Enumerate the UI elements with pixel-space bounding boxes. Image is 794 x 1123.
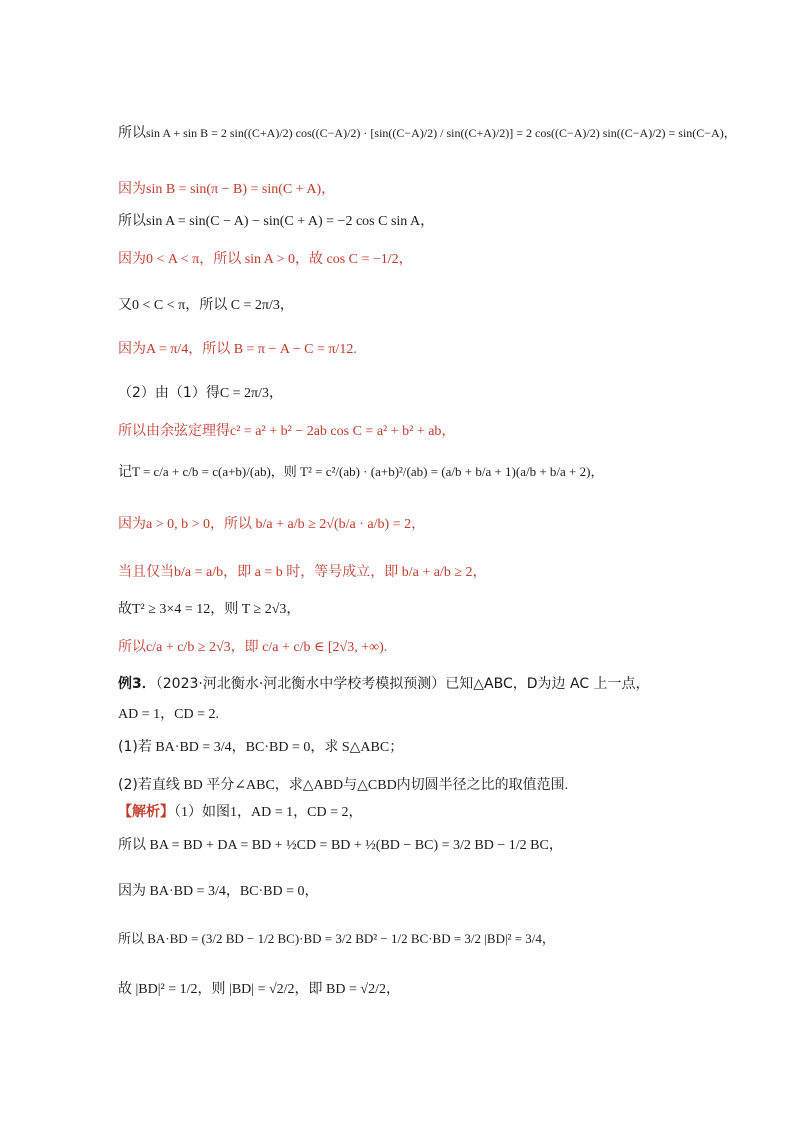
- line-label: （2）由（1）得: [118, 385, 220, 401]
- line-8: [118, 424, 455, 439]
- example-title: 例3．: [118, 676, 156, 692]
- question-number: (2): [118, 777, 138, 793]
- solution-text: 因为 BA·BD = 3/4，BC·BD = 0，: [118, 884, 319, 899]
- math-expression: sin A = sin(C − A) − sin(C + A) = −2 cos C sin A，: [146, 214, 435, 229]
- math-expression: 0 < A < π，所以 sin A > 0，故 cos C = −1/2，: [146, 252, 413, 267]
- line-label: 因为: [118, 516, 146, 532]
- line-label: 因为: [118, 181, 146, 197]
- line-label: 所以: [118, 639, 146, 655]
- math-expression: a > 0, b > 0，所以 b/a + a/b ≥ 2√(b/a · a/b) = 2，: [146, 517, 426, 532]
- line-4: [118, 252, 413, 267]
- line-3: [118, 214, 434, 229]
- line-6: [118, 342, 357, 357]
- solution-tag: 【解析】: [118, 804, 174, 820]
- line-11: [118, 565, 487, 580]
- math-expression: sin A + sin B = 2 sin((C+A)/2) cos((C−A)/2) · [sin((C−A)/2) / sin((C+A)/2)] = 2 cos((C−A)/2) sin((C−A)/2) = sin(C−A)，: [146, 126, 736, 140]
- example-heading: [118, 677, 650, 691]
- question-number: (1): [118, 739, 138, 755]
- line-13: [118, 640, 387, 655]
- line-label: 当且仅当: [118, 564, 174, 580]
- line-label: 因为: [118, 341, 146, 357]
- line-12: [118, 602, 300, 617]
- solution-text: 故 |BD|² = 1/2，则 |BD| = √2/2，即 BD = √2/2，: [118, 982, 400, 997]
- line-10: [118, 517, 425, 532]
- line-label: 又: [118, 297, 132, 313]
- example-source: （2023·河北衡水·河北衡水中学校考模拟预测）: [155, 676, 446, 692]
- solution-line-2: [118, 838, 563, 853]
- line-label: 所以: [118, 213, 146, 229]
- line-label: 所以由余弦定理得: [118, 423, 230, 439]
- solution-text: 所以 BA = BD + DA = BD + ½CD = BD + ½(BD − BC) = 3/2 BD − 1/2 BC，: [118, 838, 563, 853]
- solution-line-3: [118, 884, 319, 899]
- math-expression: 0 < C < π，所以 C = 2π/3，: [132, 298, 294, 313]
- math-expression: sin B = sin(π − B) = sin(C + A)，: [146, 182, 336, 197]
- example-given: [118, 707, 219, 722]
- math-expression: T² ≥ 3×4 = 12，则 T ≥ 2√3，: [132, 602, 301, 617]
- solution-text: 所以 BA·BD = (3/2 BD − 1/2 BC)·BD = 3/2 BD² − 1/2 BC·BD = 3/2 |BD|² = 3/4，: [118, 931, 555, 946]
- line-label: 所以: [118, 125, 146, 141]
- line-5: [118, 298, 294, 313]
- math-expression: c² = a² + b² − 2ab cos C = a² + b² + ab，: [230, 424, 456, 439]
- line-9: [118, 465, 603, 479]
- example-stem: 已知△ABC，D为边 AC 上一点，: [445, 676, 650, 692]
- question-2: [118, 778, 568, 793]
- line-label: 记: [118, 464, 132, 480]
- line-7: [118, 386, 283, 401]
- line-label: 因为: [118, 251, 146, 267]
- math-expression: A = π/4，所以 B = π − A − C = π/12.: [146, 342, 357, 357]
- math-expression: C = 2π/3，: [219, 386, 284, 401]
- solution-text: （1）如图1，AD = 1，CD = 2，: [174, 805, 363, 820]
- math-expression: T = c/a + c/b = c(a+b)/(ab)，则 T² = c²/(ab) · (a+b)²/(ab) = (a/b + b/a + 1)(a/b + b/a + 2)，: [132, 464, 604, 479]
- question-text: 若直线 BD 平分∠ABC，求△ABD与△CBD内切圆半径之比的取值范围.: [137, 778, 569, 793]
- question-1: [118, 740, 403, 755]
- solution-line-5: [118, 982, 400, 997]
- solution-line-4: [118, 932, 555, 946]
- solution-line-1: [118, 805, 362, 820]
- math-expression: b/a = a/b，即 a = b 时，等号成立，即 b/a + a/b ≥ 2，: [174, 565, 487, 580]
- given-values: AD = 1，CD = 2.: [118, 707, 219, 722]
- math-expression: c/a + c/b ≥ 2√3，即 c/a + c/b ∈ [2√3, +∞).: [146, 640, 388, 655]
- question-text: 若 BA·BD = 3/4，BC·BD = 0，求 S△ABC；: [137, 740, 404, 755]
- line-2: [118, 182, 335, 197]
- line-1: [118, 126, 736, 140]
- line-label: 故: [118, 601, 132, 617]
